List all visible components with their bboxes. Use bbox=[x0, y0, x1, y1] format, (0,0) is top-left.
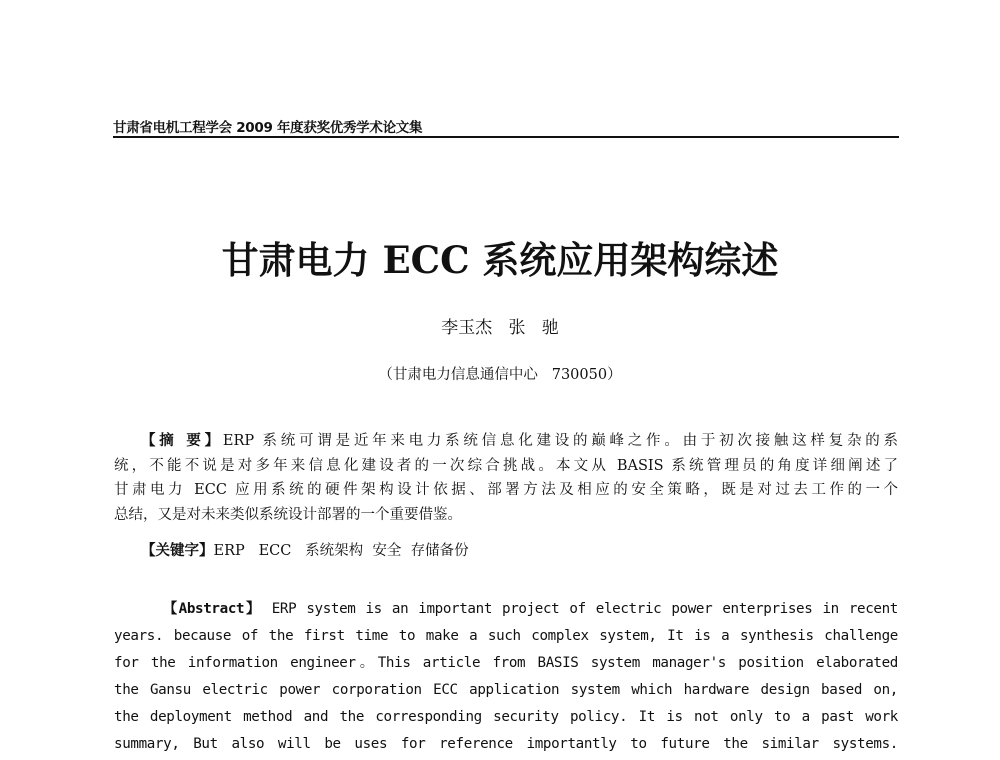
english-abstract-line: the deployment method and the corresponding security policy. It is not only to a past work bbox=[114, 709, 898, 725]
english-abstract-line bbox=[114, 596, 898, 623]
paper-title: 甘肃电力 ECC 系统应用架构综述 bbox=[221, 238, 779, 282]
running-header-title: 甘肃省电机工程学会 2009 年度获奖优秀学术论文集 bbox=[113, 120, 423, 136]
keywords-label: 【关键字】 bbox=[141, 542, 214, 559]
english-abstract-label: 【Abstract】 bbox=[163, 601, 262, 617]
chinese-abstract-text: ERP 系统可谓是近年来电力系统信息化建设的巅峰之作。由于初次接触这样复杂的系 bbox=[222, 433, 898, 449]
paper-affiliation: （甘肃电力信息通信中心 730050） bbox=[378, 367, 622, 383]
chinese-abstract-label: 【摘 要】 bbox=[141, 432, 223, 449]
english-abstract bbox=[114, 596, 898, 758]
chinese-abstract-line: 甘肃电力 ECC 应用系统的硬件架构设计依据、部署方法及相应的安全策略，既是对过去工作的一个 bbox=[114, 482, 898, 498]
chinese-abstract bbox=[114, 429, 898, 527]
keywords-text: ERP ECC 系统架构 安全 存储备份 bbox=[213, 543, 469, 559]
paper-authors: 李玉杰 张 驰 bbox=[441, 318, 559, 338]
chinese-abstract-line: 统，不能不说是对多年来信息化建设者的一次综合挑战。本文从 BASIS 系统管理员的角度详细阐述了 bbox=[114, 457, 898, 474]
keywords bbox=[141, 539, 469, 560]
english-abstract-line: for the information engineer。This article from BASIS system manager's position elaborated bbox=[114, 655, 898, 671]
english-abstract-line: the Gansu electric power corporation ECC application system which hardware design based on, bbox=[114, 682, 898, 698]
header-rule bbox=[113, 136, 899, 138]
english-abstract-line: summary, But also will be uses for reference importantly to future the similar systems. bbox=[114, 736, 898, 752]
running-header bbox=[113, 116, 899, 138]
chinese-abstract-line: 总结，又是对未来类似系统设计部署的一个重要借鉴。 bbox=[114, 506, 462, 523]
english-abstract-line: years. because of the first time to make a such complex system, It is a synthesis challenge bbox=[114, 628, 898, 644]
chinese-abstract-line bbox=[114, 429, 898, 454]
english-abstract-text: ERP system is an important project of electric power enterprises in recent bbox=[261, 601, 898, 617]
